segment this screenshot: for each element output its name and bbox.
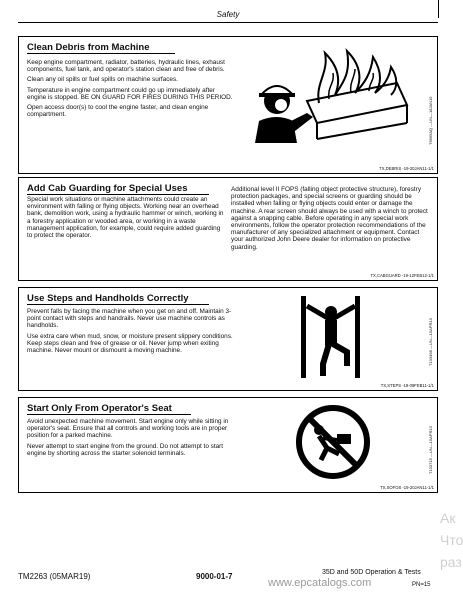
header-rule <box>18 22 438 23</box>
image-code: T6669AQ —UN—18JAN15 <box>428 96 433 145</box>
page-header: Safety <box>216 10 240 19</box>
section-body <box>27 59 235 121</box>
watermark: www.epcatalogs.com <box>268 577 372 589</box>
image-code: T133468 —UN—15APR13 <box>428 318 433 366</box>
section-title: Add Cab Guarding for Special Uses <box>27 183 188 194</box>
title-rule <box>27 53 175 54</box>
paragraph: Never attempt to start engine from the ground. Do not attempt to start engine by shorting across the starter solenoid terminals. <box>27 442 224 457</box>
image-code: T133715 —UN—15APR13 <box>428 426 433 474</box>
page-edge-rule <box>438 0 439 18</box>
title-rule <box>27 304 209 305</box>
prohibited-ground-start-icon <box>293 402 373 482</box>
climbing-figure-illustration <box>293 294 373 384</box>
section-title: Start Only From Operator's Seat <box>27 403 172 414</box>
section-ref: TX,SOFOS -19-20JAN11-1/1 <box>380 485 434 490</box>
paragraph: Avoid unexpected machine movement. Start engine only while sitting in operator's seat. Ensure that all controls and working tools are in proper position for a parked machine. <box>27 418 229 440</box>
title-rule <box>27 194 209 195</box>
footer-page-number: 9000-01-7 <box>196 572 233 581</box>
section-clean-debris <box>18 36 438 174</box>
section-title: Clean Debris from Machine <box>27 42 150 53</box>
paragraph: Prevent falls by facing the machine when you get on and off. Maintain 3-point contact with steps and handrails. Never use machine controls as handholds. <box>27 308 232 330</box>
section-ref: TX,CABGUARD -19-12FEB12-1/1 <box>370 273 434 278</box>
footer-model: 35D and 50D Operation & Tests <box>322 569 421 576</box>
paragraph: Temperature in engine compartment could go up immediately after engine is stopped. BE ON GUARD FOR FIRES DURING THIS PERIOD. <box>27 86 233 101</box>
section-title: Use Steps and Handholds Correctly <box>27 293 189 304</box>
footer-doc-id: TM2263 (05MAR19) <box>18 572 91 581</box>
section-body <box>27 418 233 460</box>
ghost-overlay-text: Ак <box>440 510 456 526</box>
section-operator-seat <box>18 397 438 493</box>
section-steps-handholds <box>18 287 438 391</box>
section-ref: TX,STEPS -19-09FEB11-1/1 <box>380 383 434 388</box>
section-body-right: Additional level II FOPS (falling object protective structure), forestry protection packages, and special screens or guarding should be installed when falling or flying objects could enter or damage the machine. A rear screen should always be used with a winch to protect against a snapping cable. Before operating in any special work environments, follow the operator protection recommendations of the manufacturer of any specialized attachment or equipment. Contact your authorized John Deere dealer for information on protective guarding. <box>231 186 428 251</box>
section-ref: TX,DEBRIS -19-20JAN11-1/1 <box>379 166 434 171</box>
title-rule <box>27 414 191 415</box>
ghost-overlay-text: Что <box>440 532 463 548</box>
paragraph: Keep engine compartment, radiator, batteries, hydraulic lines, exhaust components, fuel tank, and operator's station clean and free of debris. <box>27 59 225 74</box>
paragraph: Clean any oil spills or fuel spills on machine surfaces. <box>27 76 178 84</box>
footer-pn: PN=15 <box>412 582 431 588</box>
ghost-overlay-text: раз <box>440 554 462 570</box>
section-cab-guarding <box>18 177 438 281</box>
paragraph: Use extra care when mud, snow, or moisture present slippery conditions. Keep steps clean and free of grease or oil. Never jump when exiting machine. Never mount or dismount a moving machine. <box>27 332 233 355</box>
paragraph: Open access door(s) to cool the engine faster, and clean engine compartment. <box>27 104 209 119</box>
section-body <box>27 308 233 357</box>
fire-hazard-illustration <box>247 43 417 143</box>
section-body-left: Special work situations or machine attachments could create an environment with falling or flying objects. Working near an overhead bank, demolition work, using a hydraulic hammer or winch, working in a forestry application or wooded area, or working in a waste management application, for example, could require added guarding to protect the operator. <box>27 196 224 240</box>
